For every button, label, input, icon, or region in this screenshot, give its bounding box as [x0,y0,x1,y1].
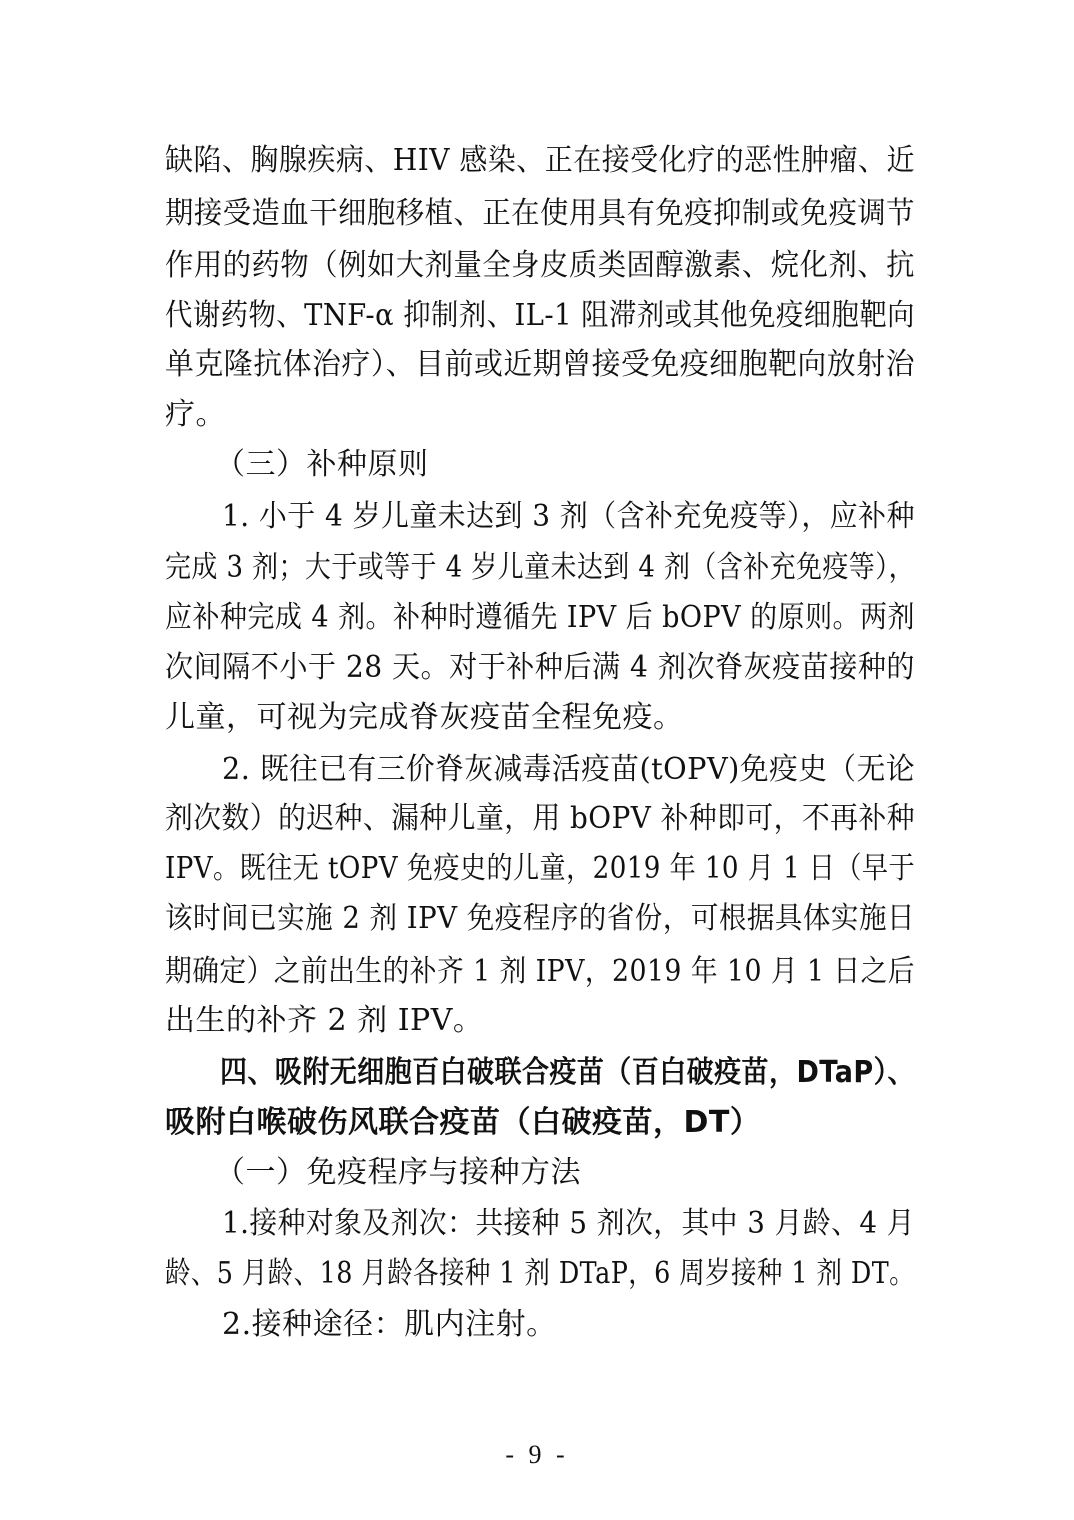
body-line-text: 2.接种途径：肌内注射。 [222,1307,557,1342]
section-heading-text: 吸附白喉破伤风联合疫苗（白破疫苗，DT） [165,1105,761,1140]
body-line-text: 缺陷、胸腺疾病、HIV 感染、正在接受化疗的恶性肿瘤、近 [165,143,915,178]
body-line-text: 应补种完成 4 剂。补种时遵循先 IPV 后 bOPV 的原则。两剂 [165,600,915,635]
body-line-text: 疗。 [165,397,226,432]
body-line-text: 剂次数）的迟种、漏种儿童，用 bOPV 补种即可，不再补种 [165,801,915,836]
body-line-text: 期确定）之前出生的补齐 1 剂 IPV，2019 年 10 月 1 日之后 [165,954,916,989]
body-line-text: 该时间已实施 2 剂 IPV 免疫程序的省份，可根据具体实施日 [165,901,915,936]
body-line-text: 1. 小于 4 岁儿童未达到 3 剂（含补充免疫等），应补种 [222,499,915,534]
body-line-text: 期接受造血干细胞移植、正在使用具有免疫抑制或免疫调节 [165,196,916,231]
body-line-text: 儿童，可视为完成脊灰疫苗全程免疫。 [165,700,684,735]
subsection-heading-text: （一）免疫程序与接种方法 [215,1155,581,1190]
body-line-text: 出生的补齐 2 剂 IPV。 [165,1003,484,1038]
body-line-text: 完成 3 剂；大于或等于 4 岁儿童未达到 4 剂（含补充免疫等）， [165,550,916,585]
body-line-text: 1.接种对象及剂次：共接种 5 剂次，其中 3 月龄、4 月 [222,1206,916,1241]
body-line-text: 代谢药物、TNF-α 抑制剂、IL-1 阻滞剂或其他免疫细胞靶向 [165,298,916,333]
body-line-text: 作用的药物（例如大剂量全身皮质类固醇激素、烷化剂、抗 [165,248,916,283]
body-line-text: 2. 既往已有三价脊灰减毒活疫苗(tOPV)免疫史（无论 [222,752,916,787]
body-line-text: 单克隆抗体治疗）、目前或近期曾接受免疫细胞靶向放射治 [165,347,915,382]
section-heading-text: 四、吸附无细胞百白破联合疫苗（百白破疫苗，DTaP）、 [220,1055,916,1090]
body-line-text: 龄、5 月龄、18 月龄各接种 1 剂 DTaP，6 周岁接种 1 剂 DT。 [165,1256,916,1291]
subsection-heading-text: （三）补种原则 [215,447,429,482]
page-number: - 9 - [505,1440,569,1469]
body-line-text: 次间隔不小于 28 天。对于补种后满 4 剂次脊灰疫苗接种的 [165,650,915,685]
body-line-text: IPV。既往无 tOPV 免疫史的儿童，2019 年 10 月 1 日（早于 [165,851,916,886]
